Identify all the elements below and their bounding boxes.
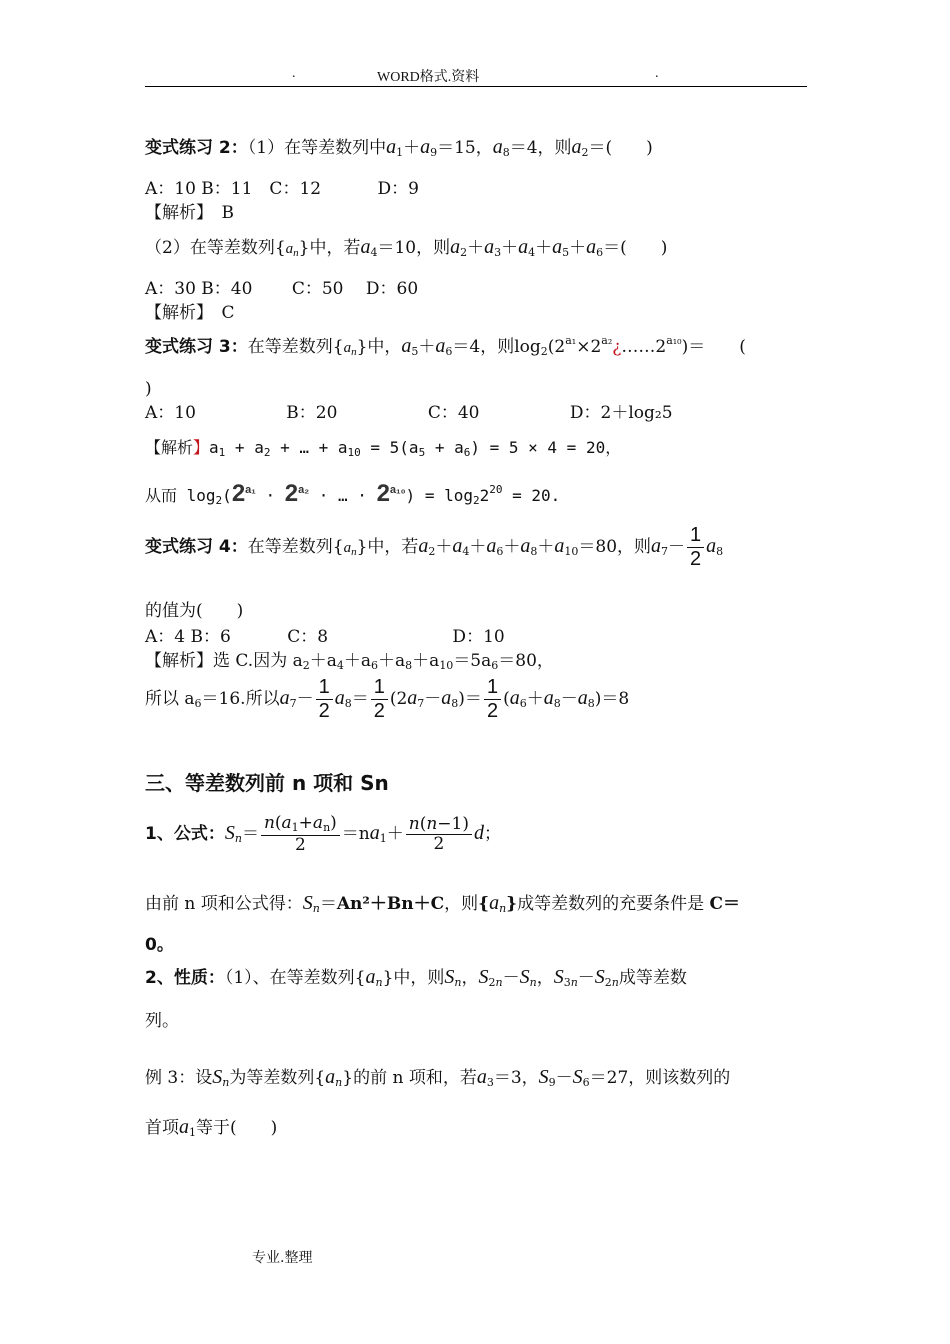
exercise-2-options-2: A：30 B：40 C：50 D：60 [145,279,419,299]
exercise-3-solution-2: 从而 $\log_2(2^{a_1} \cdot 2^{a_2}$ · … · $2^{a_{10}}) = \log_22^{20} = 20$. [145,480,561,507]
header-dot-left: . [292,66,296,81]
exercise-2-options-1: A：10 B：11 C：12 D：9 [145,179,419,199]
exercise-2-part-1: 变式练习 2：（1）在等差数列中$a_1+a_9=15$，$a_8=4$，则$a_2=$( ) [145,136,653,159]
exercise-2-answer-1: 【解析】 B [145,203,234,223]
exercise-4-solution-1: 【解析】选 C.因为 $a_2+a_4+a_6+a_8+a_{10}=5a_6=80$， [145,651,554,672]
exercise-2-answer-2: 【解析】 C [145,303,235,323]
sn-condition-cont: 0。 [145,935,174,955]
page-footer: 专业.整理 [252,1250,313,1266]
exercise-4-solution-2: 所以 $a_6=16$.所以$a_7-$ $\frac{1}{2}$ $a_8=$ $\frac{1}{2}$ $(2a_7-a_8)=$ $\frac{1}{2}$ $(a_6+a_8-a_8)=8$ [145,676,630,722]
exercise-3-solution-1: 【解析】$a_1 + a_2$ + … + $a_{10} = 5(a_5 + a_6) = 5 \times 4 = 20$， [145,438,622,459]
section-title-sn: 三、等差数列前 n 项和 Sn [145,771,389,795]
exercise-2-part-2: （2）在等差数列$\{a_n\}$中，若$a_4=10$，则$a_2+a_3+a_4+a_5+a_6=$( ) [145,236,668,259]
sn-property-cont: 列。 [145,1011,179,1031]
header-title: WORD格式.资料 [377,70,480,85]
example-3-question: 例 3：设$S_n$为等差数列$\{a_n\}$的前 n 项和，若$a_3=3$，$S_9-S_6=27$，则该数列的 [145,1066,731,1089]
example-3-question-cont: 首项$a_1$等于( ) [145,1116,278,1139]
page-header [145,64,807,87]
exercise-3-options: A：10 B：20 C：40 D：2＋log₂5 [145,403,673,423]
exercise-3-question: 变式练习 3：在等差数列$\{a_n\}$中，$a_5+a_6=4$，则$\log_2(2^{a_1}\times 2^{a_2}¿\dots\dots 2^{a_{10}})=$ ( [145,334,746,358]
formula-sn: 1、公式：$S_n=$ $\frac{n(a_1+a_n)}{2}$ $=na_1+$ $\frac{n(n-1)}{2}$ d； [145,813,501,855]
exercise-3-question-cont: ) [145,379,152,399]
sn-condition: 由前 n 项和公式得：$S_n=An^2+Bn+C$，则$\{a_n\}$成等差数列的充要条件是 C＝ [145,892,741,915]
exercise-4-question-cont: 的值为( ) [145,601,244,621]
exercise-4-question: 变式练习 4：在等差数列$\{a_n\}$中，若$a_2+a_4+a_6+a_8+a_{10}=80$，则$a_7-$ $\frac{1}{2}$ $a_8$ [145,524,724,570]
sn-property: 2、性质：（1）、在等差数列$\{a_n\}$中，则$S_n$，$S_{2n}-S_n$，$S_{3n}-S_{2n}$成等差数 [145,966,687,989]
header-dot-right: . [655,66,659,81]
exercise-4-options: A：4 B：6 C：8 D：10 [145,627,505,647]
